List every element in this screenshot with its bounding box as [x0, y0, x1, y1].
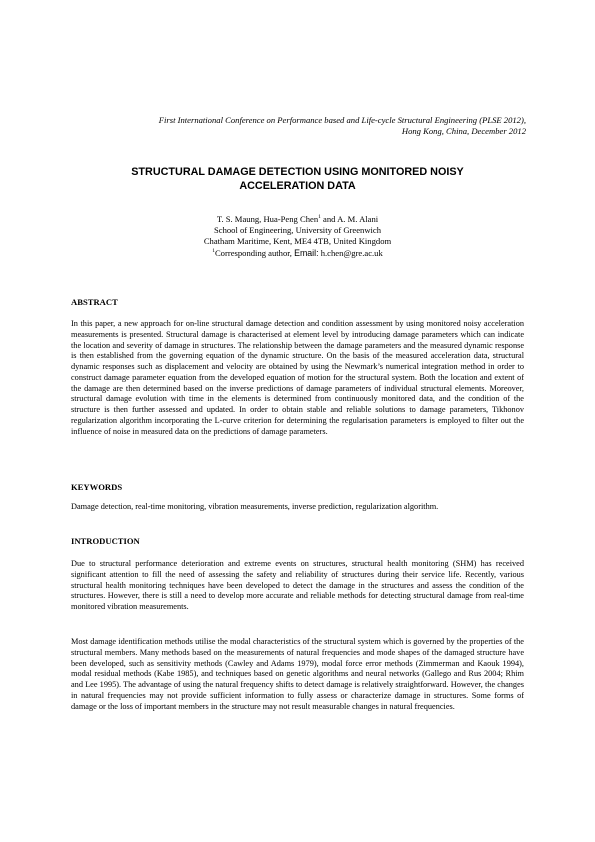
author-names: [60, 214, 535, 225]
author-names-b: and A. M. Alani: [320, 214, 379, 224]
corresponding-label: Corresponding author,: [214, 247, 295, 258]
title-line-1: STRUCTURAL DAMAGE DETECTION USING MONITORED NOISY: [131, 166, 464, 178]
author-names-a: T. S. Maung, Hua-Peng Chen: [216, 214, 319, 224]
corresponding-author: [60, 248, 535, 259]
affiliation-school: School of Engineering, University of Greenwich: [213, 225, 382, 236]
keywords-heading: KEYWORDS: [71, 482, 123, 492]
email-label: Email:: [294, 247, 319, 258]
affiliation-address: Chatham Maritime, Kent, ME4 4TB, United Kingdom: [203, 236, 392, 247]
abstract-heading: ABSTRACT: [71, 297, 118, 307]
conference-header: [66, 115, 526, 137]
conference-line-1: First International Conference on Performance based and Life-cycle Structural Engineering (PLSE 2012),: [158, 115, 526, 125]
introduction-heading: INTRODUCTION: [71, 536, 140, 546]
paper-title: [60, 165, 535, 193]
introduction-paragraph-1: Due to structural performance deterioration and extreme events on structures, structural health monitoring (SHM) has received significant attention to fill the need of assessing the safety and reliability of structures during their service life. Recently, various structural health monitoring techniques have been developed to detect the damage in the structures and assess the condition of the structures. However, there is still a need to develop more accurate and reliable methods for detecting structural damage from real-time monitored vibration measurements.: [71, 559, 524, 611]
conference-line-2: Hong Kong, China, December 2012: [401, 126, 526, 136]
author-superscript: 1: [318, 214, 321, 221]
email-address: h.chen@gre.ac.uk: [318, 247, 383, 258]
abstract-text: In this paper, a new approach for on-line structural damage detection and condition assessment by using monitored noisy acceleration measurements is presented. Structural damage is characterised at element level by introducing damage parameters which can indicate the location and severity of damage in structures. The relationship between the damage parameters and the measured dynamic response is then established from the governing equation of the dynamic structure. On the basis of the measured acceleration data, structural dynamic responses such as displacement and velocity are obtained by using the Newmark’s numerical integration method in order to construct damage parameter equation from the developed equation of motion for the structural system. Both the location and extent of the damage are then determined based on the inverse predictions of damage parameters of individual structural elements. Moreover, structural damage evolution with time in the elements is determined from continuously monitored data, and the condition of the structure is then further assessed and updated. In order to obtain stable and reliable solutions to damage parameters, Tikhonov regularization algorithm incorporating the L-curve criterion for determining the regularisation parameters is employed to filter out the influence of noise in measured data on the predictions of damage parameters.: [71, 319, 524, 436]
author-block: [60, 214, 535, 259]
introduction-paragraph-2: Most damage identification methods utilise the modal characteristics of the structural system which is governed by the properties of the structural members. Many methods based on the measurements of natural frequencies and mode shapes of the damaged structure have been developed, such as sensitivity methods (Cawley and Adams 1979), modal force error methods (Zimmerman and Kaouk 1994), modal residual methods (Kabe 1985), and techniques based on genetic algorithms and neural networks (Gallego and Rus 2004; Rhim and Lee 1995). The advantage of using the natural frequency shifts to detect damage is relatively straightforward. However, the changes in natural frequencies may not provide sufficient information to fully assess or characterize damage in structures. Some forms of damage or the loss of important members in the structure may not result measurable changes in natural frequencies.: [71, 637, 524, 711]
title-line-2: ACCELERATION DATA: [239, 180, 356, 192]
keywords-text: Damage detection, real-time monitoring, vibration measurements, inverse prediction, regularization algorithm.: [71, 502, 439, 511]
corresponding-superscript: 1: [212, 247, 215, 254]
